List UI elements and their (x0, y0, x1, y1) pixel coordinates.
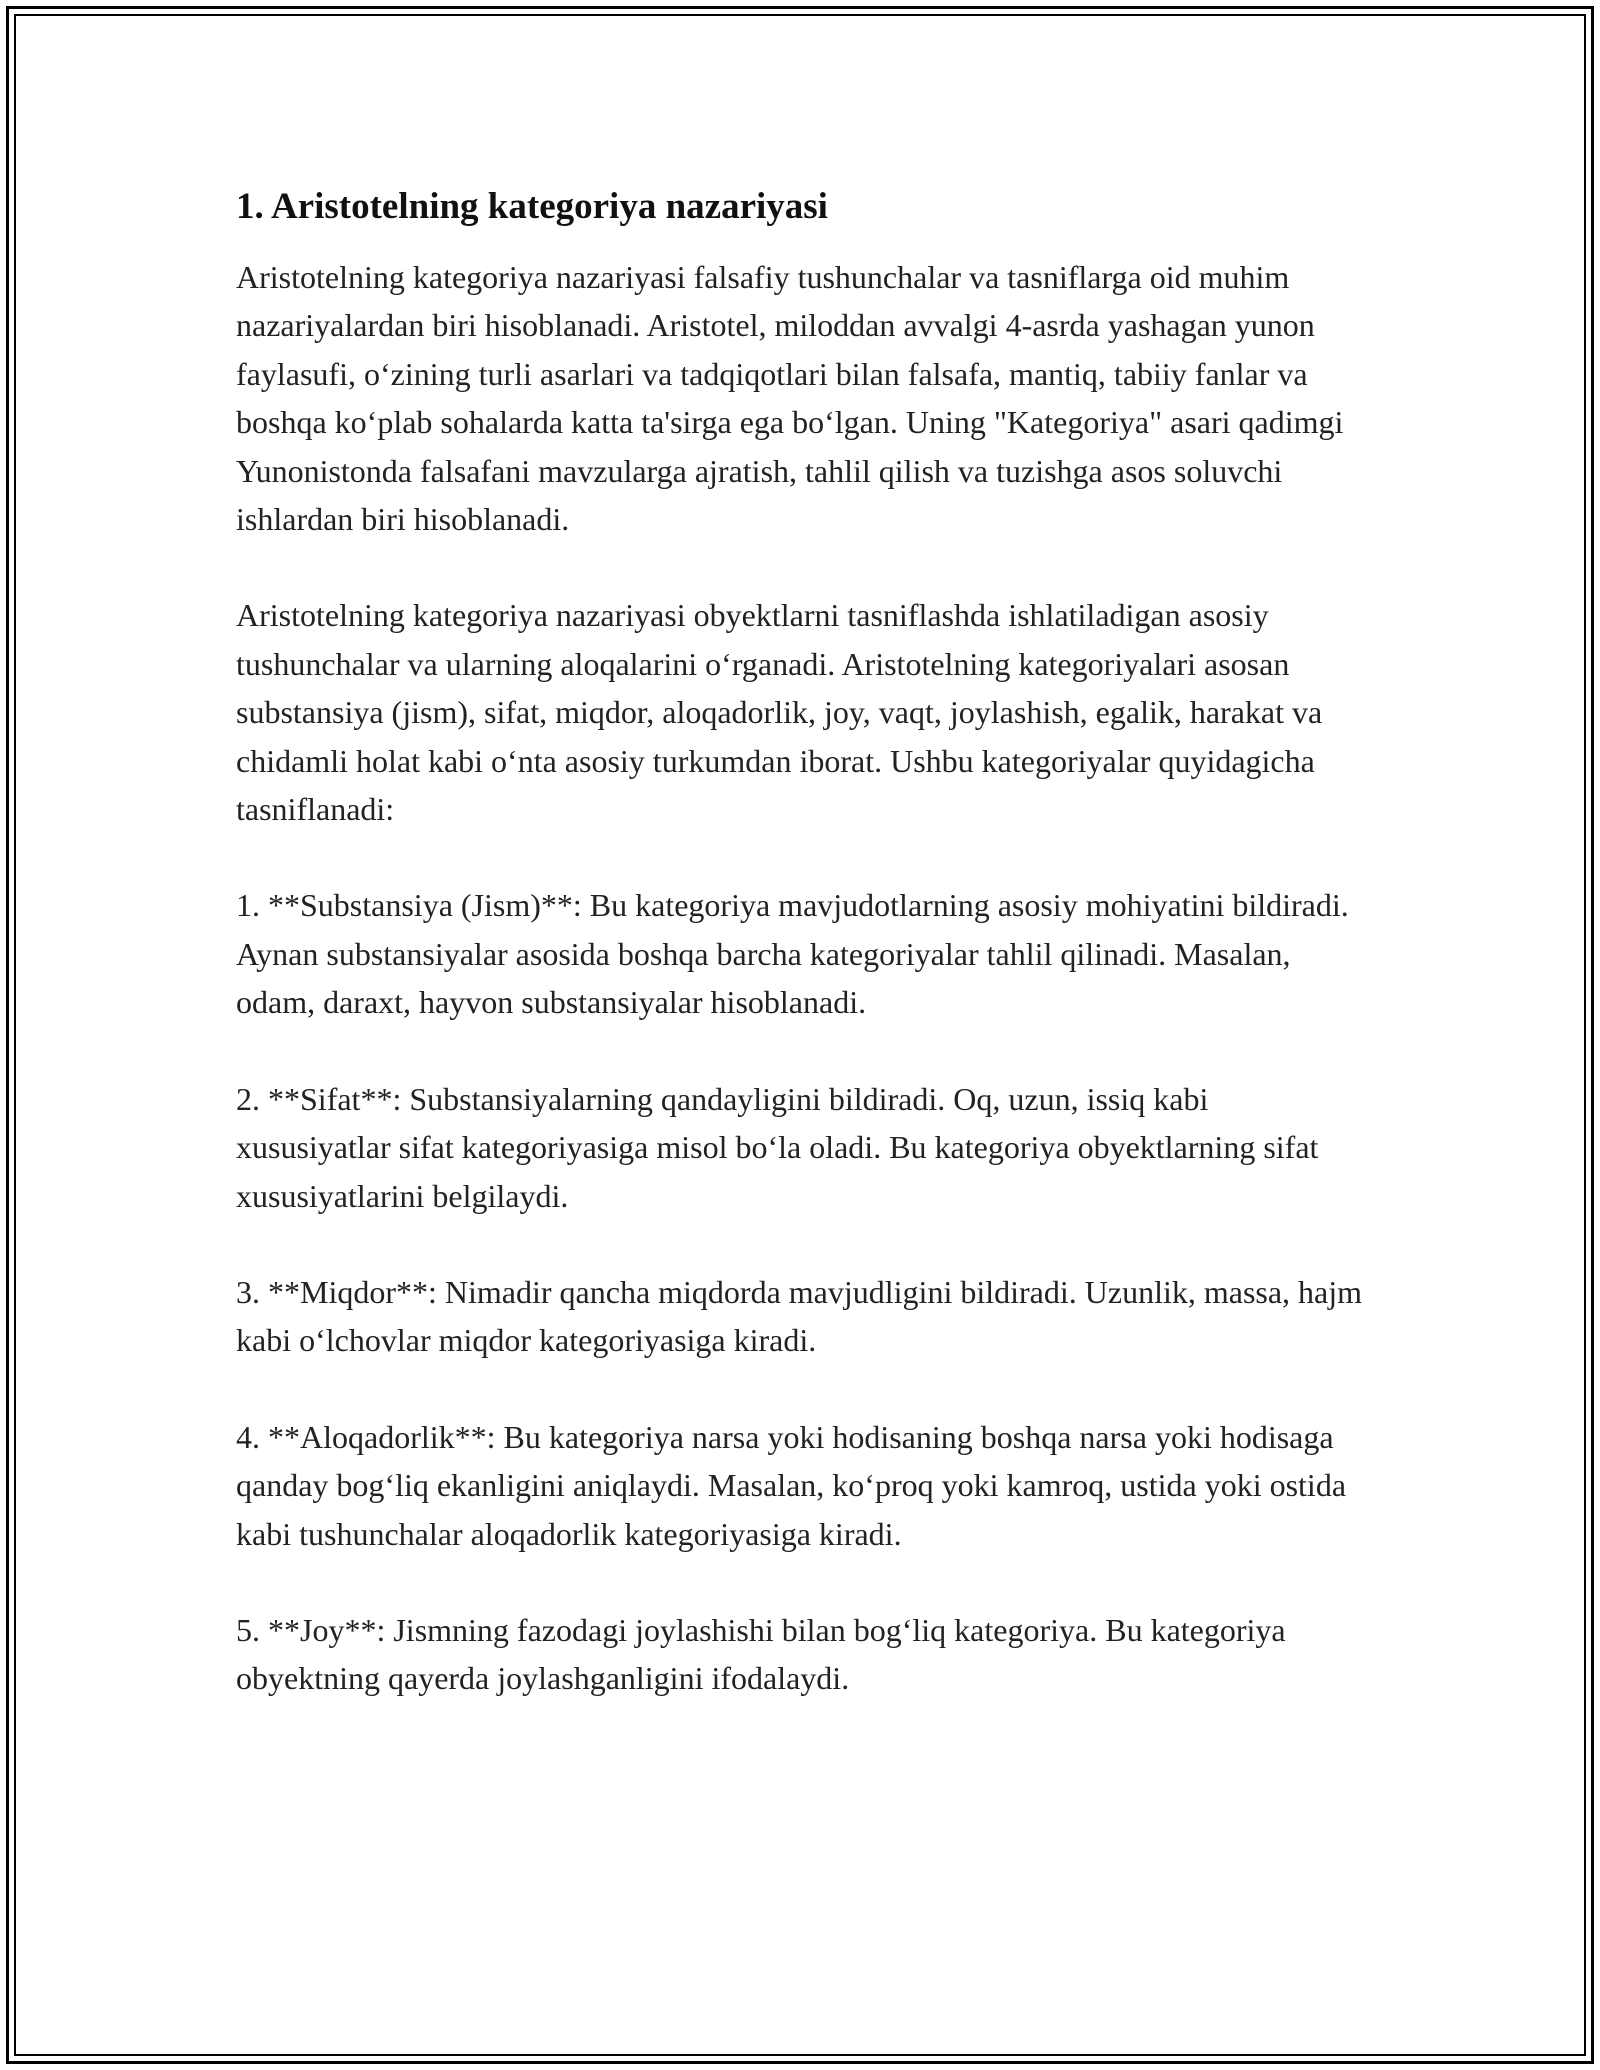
intro-paragraph: Aristotelning kategoriya nazariyasi falsafiy tushunchalar va tasniflarga oid muhim nazariyalardan biri hisoblanadi. Aristotel, miloddan avvalgi 4-asrda yashagan yunon faylasufi, o‘zining turli asarlari va tadqiqotlari bilan falsafa, mantiq, tabiiy fanlar va boshqa ko‘plab sohalarda katta ta'sirga ega bo‘lgan. Uning "Kategoriya" asari qadimgi Yunonistonda falsafani mavzularga ajratish, tahlil qilish va tuzishga asos soluvchi ishlardan biri hisoblanadi. (236, 259, 1344, 538)
section-heading: 1. Aristotelning kategoriya nazariyasi (236, 186, 828, 227)
categories-overview-paragraph: Aristotelning kategoriya nazariyasi obyektlarni tasniflashda ishlatiladigan asosiy tushunchalar va ularning aloqalarini o‘rganadi. Aristotelning kategoriyalari asosan substansiya (jism), sifat, miqdor, aloqadorlik, joy, vaqt, joylashish, egalik, harakat va chidamli holat kabi o‘nta asosiy turkumdan iborat. Ushbu kategoriyalar quyidagicha tasniflanadi: (236, 597, 1323, 828)
category-item-miqdor: 3. **Miqdor**: Nimadir qancha miqdorda mavjudligini bildiradi. Uzunlik, massa, hajm kabi o‘lchovlar miqdor kategoriyasiga kiradi. (236, 1273, 1363, 1359)
document-body (236, 183, 1366, 1751)
category-item-substansiya: 1. **Substansiya (Jism)**: Bu kategoriya mavjudotlarning asosiy mohiyatini bildiradi. Aynan substansiyalar asosida boshqa barcha kategoriyalar tahlil qilinadi. Masalan, odam, daraxt, hayvon substansiyalar hisoblanadi. (236, 887, 1349, 1021)
category-item-aloqadorlik: 4. **Aloqadorlik**: Bu kategoriya narsa yoki hodisaning boshqa narsa yoki hodisaga qanday bog‘liq ekanligini aniqlaydi. Masalan, ko‘proq yoki kamroq, ustida yoki ostida kabi tushunchalar aloqadorlik kategoriyasiga kiradi. (236, 1418, 1347, 1552)
category-item-joy: 5. **Joy**: Jismning fazodagi joylashishi bilan bog‘liq kategoriya. Bu kategoriya obyektning qayerda joylashganligini ifodalaydi. (236, 1611, 1286, 1697)
category-item-sifat: 2. **Sifat**: Substansiyalarning qandayligini bildiradi. Oq, uzun, issiq kabi xususiyatlar sifat kategoriyasiga misol bo‘la oladi. Bu kategoriya obyektlarning sifat xususiyatlarini belgilaydi. (236, 1080, 1319, 1214)
